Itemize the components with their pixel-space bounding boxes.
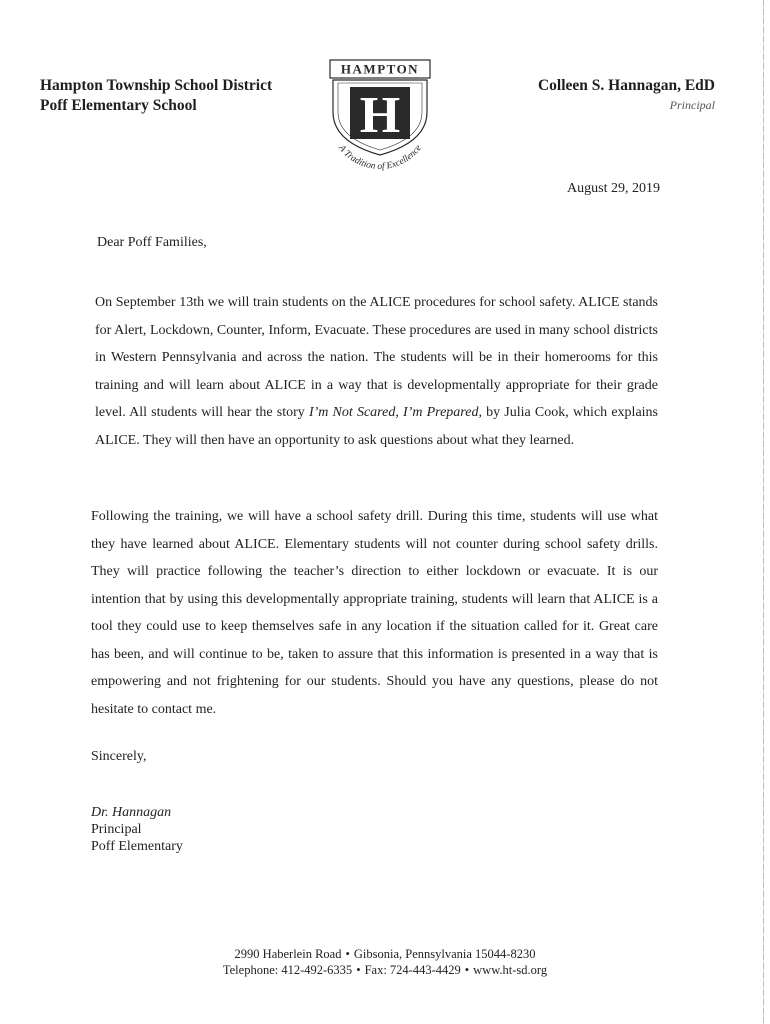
greeting: Dear Poff Families,: [97, 235, 207, 250]
paragraph-1-text-b: by Julia Cook, which explains ALICE. They will then have an opportunity to ask questions about what they learned.: [95, 405, 658, 448]
signature-school: Poff Elementary: [91, 839, 183, 854]
footer-separator: •: [345, 947, 350, 961]
footer-phone-line: [0, 962, 770, 978]
book-title: I’m Not Scared, I’m Prepared,: [308, 405, 482, 420]
footer-separator: •: [464, 963, 470, 977]
crest-motto: A Tradition of Excellence: [336, 143, 424, 173]
letterhead-left: [40, 76, 272, 116]
district-name: Hampton Township School District: [40, 77, 273, 94]
signature-title: Principal: [91, 822, 142, 837]
school-name: Poff Elementary School: [40, 97, 197, 114]
footer-contact: [0, 946, 770, 978]
letterhead-right: [538, 76, 715, 114]
footer-street: 2990 Haberlein Road: [234, 947, 342, 961]
footer-separator: •: [356, 963, 361, 977]
crest-letter: H: [359, 87, 401, 144]
footer-telephone: Telephone: 412-492-6335: [222, 963, 353, 977]
signature-name: Dr. Hannagan: [91, 805, 172, 820]
paragraph-2: Following the training, we will have a school safety drill. During this time, students will use what they have learned about ALICE. Elementary students will not counter during school safety drills. They will practice following the teacher’s direction to either lockdown or evacuate. It is our intention that by using this developmentally appropriate training, students will learn that ALICE is a tool they could use to keep themselves safe in any location if the situation called for it. Great care has been, and will continue to be, taken to assure that this information is presented in a way that is empowering and not frightening for our students. Should you have any questions, please do not hesitate to contact me.: [91, 509, 658, 717]
footer-address-line: [0, 946, 770, 962]
paragraph-1-text-a: On September 13th we will train students on the ALICE procedures for school safety. ALICE stands for Alert, Lockdown, Counter, Inform, Evacuate. These procedures are used in many school districts in Western Pennsylvania and across the nation. The students will be in their homerooms for this training and will learn about ALICE in a way that is developmentally appropriate for their grade level. All students will hear the story: [95, 295, 658, 420]
footer-fax: Fax: 724-443-4429: [364, 963, 461, 977]
footer-website[interactable]: www.ht-sd.org: [473, 963, 548, 977]
scan-edge: [763, 0, 764, 1024]
signature-block: [91, 804, 183, 855]
paragraph-1: [95, 289, 658, 454]
closing: Sincerely,: [91, 749, 147, 764]
principal-name: Colleen S. Hannagan, EdD: [537, 77, 715, 94]
principal-title: Principal: [669, 98, 715, 112]
letter-date: August 29, 2019: [567, 181, 660, 196]
footer-city: Gibsonia, Pennsylvania 15044-8230: [353, 947, 536, 961]
crest-banner-text: HAMPTON: [340, 61, 420, 77]
hampton-crest-logo: [323, 58, 437, 182]
